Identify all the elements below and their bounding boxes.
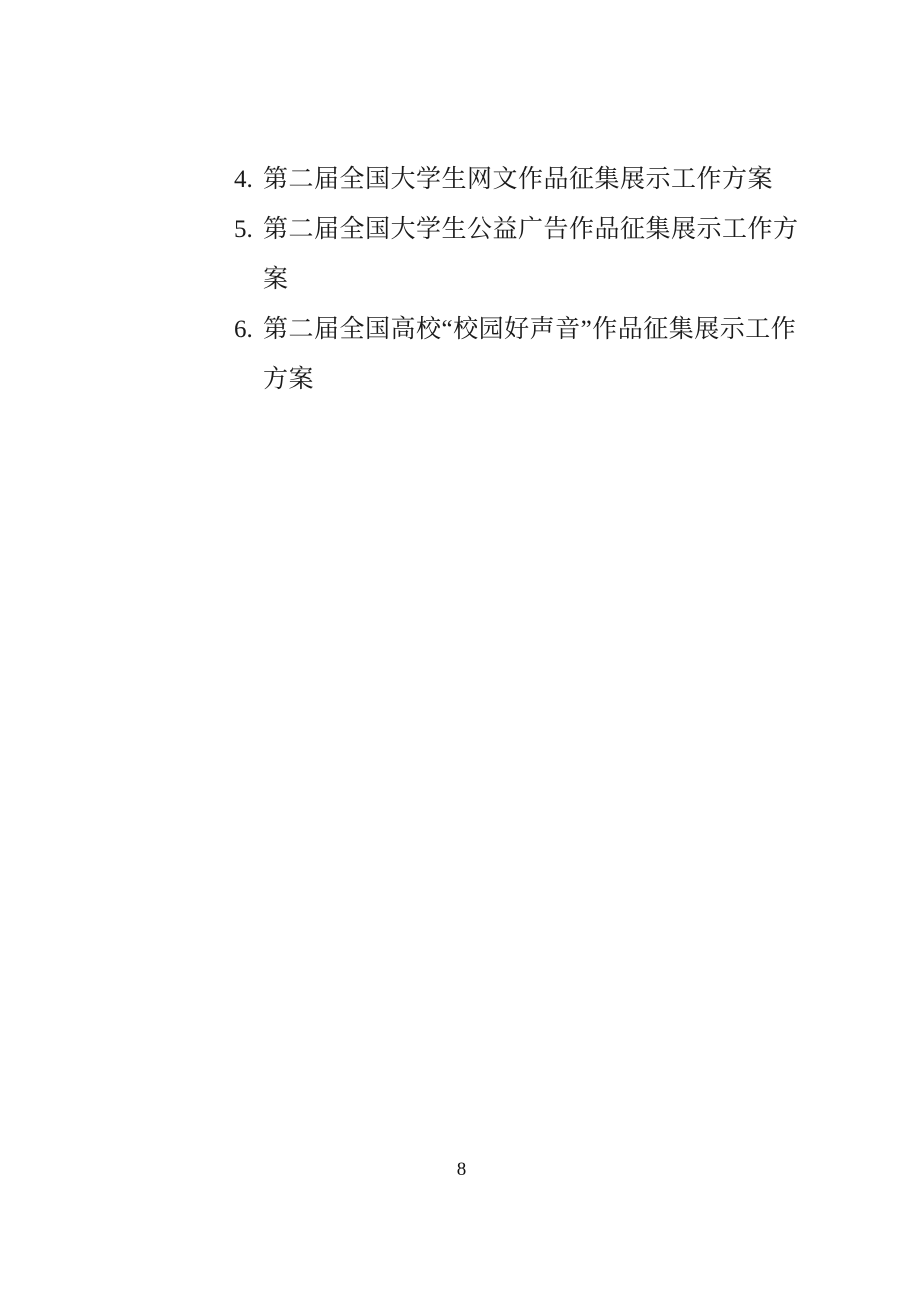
attachment-title-list <box>234 155 820 405</box>
item-number: 4. <box>234 166 253 193</box>
list-item <box>234 155 820 205</box>
item-number: 5. <box>234 216 253 243</box>
list-item <box>234 205 820 305</box>
item-text: 第二届全国高校“校园好声音”作品征集展示工作方案 <box>263 316 797 393</box>
item-number: 6. <box>234 316 253 343</box>
page-number: 8 <box>456 1159 467 1180</box>
item-text: 第二届全国大学生网文作品征集展示工作方案 <box>263 166 774 193</box>
list-item <box>234 305 820 405</box>
item-text: 第二届全国大学生公益广告作品征集展示工作方案 <box>263 216 799 293</box>
